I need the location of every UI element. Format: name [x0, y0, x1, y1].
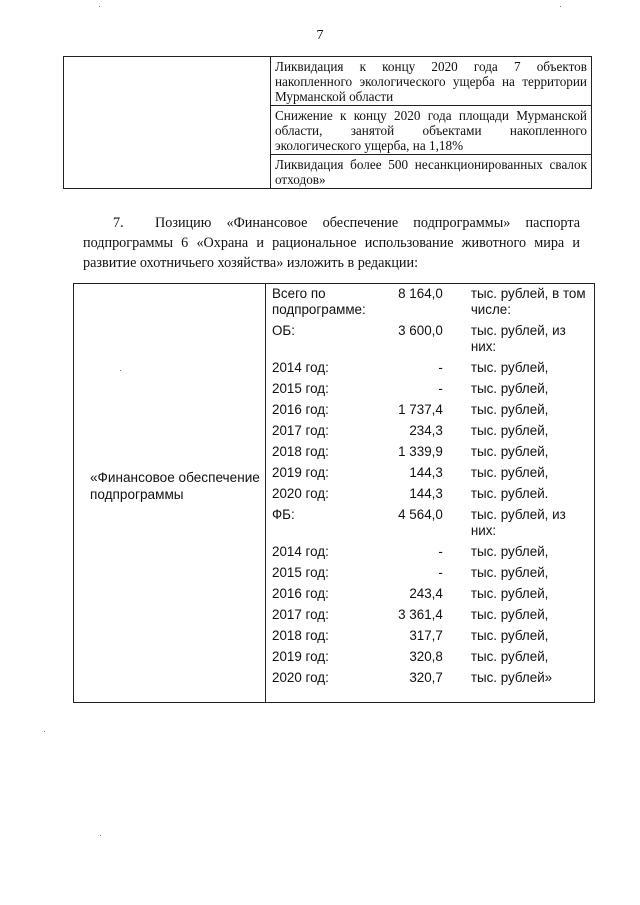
finance-row-value: 1 339,9 [398, 444, 443, 459]
column-divider [265, 284, 266, 702]
scan-speck [120, 370, 121, 371]
finance-row-label: 2019 год: [272, 465, 329, 480]
finance-row-unit: тыс. рублей, [470, 649, 549, 664]
indicators-empty-cell [64, 57, 271, 189]
finance-row [272, 607, 592, 623]
finance-row-unit: тыс. рублей. [470, 486, 549, 501]
finance-row-label: ОБ: [272, 323, 295, 338]
finance-row-unit: тыс. рублей, [470, 565, 549, 580]
finance-row-label: Всего по подпрограмме: [272, 286, 366, 317]
finance-row-unit: тыс. рублей, [470, 360, 549, 375]
finance-row-value: 1 737,4 [398, 402, 443, 417]
finance-row [272, 465, 592, 481]
finance-row-label: 2018 год: [272, 628, 329, 643]
finance-row [272, 628, 592, 644]
finance-row-value: 320,7 [409, 670, 443, 685]
finance-row [272, 423, 592, 439]
finance-row-label: 2019 год: [272, 649, 329, 664]
finance-row-value: 8 164,0 [398, 286, 443, 301]
finance-row-label: 2018 год: [272, 444, 329, 459]
paragraph-text: Позицию «Финансовое обеспечение подпрограммы» паспорта подпрограммы 6 «Охрана и рациональное использование животного мира и развитие охотничьего хозяйства» изложить в редакции: [83, 215, 580, 271]
finance-row-value: - [438, 360, 443, 375]
finance-row [272, 486, 592, 502]
finance-row-unit: тыс. рублей, [470, 544, 549, 559]
amendment-paragraph [83, 213, 580, 273]
finance-row [272, 286, 592, 318]
scan-speck [44, 731, 45, 732]
finance-row-unit: тыс. рублей, [470, 465, 549, 480]
finance-row-label: 2016 год: [272, 402, 329, 417]
finance-row-unit: тыс. рублей, [470, 628, 549, 643]
finance-row [272, 507, 592, 539]
finance-row [272, 444, 592, 460]
finance-row-value: 144,3 [409, 486, 443, 501]
finance-row [272, 323, 592, 355]
finance-row [272, 544, 592, 560]
finance-row-unit: тыс. рублей, [470, 586, 549, 601]
finance-row-value: 144,3 [409, 465, 443, 480]
finance-row-label: 2020 год: [272, 670, 329, 685]
finance-row-value: 243,4 [409, 586, 443, 601]
finance-row-unit: тыс. рублей, в том числе: [470, 286, 586, 317]
finance-row-label: 2014 год: [272, 544, 329, 559]
finance-row-unit: тыс. рублей, [470, 423, 549, 438]
finance-label: «Финансовое обеспечение подпрограммы [90, 470, 260, 502]
finance-row-label: 2016 год: [272, 586, 329, 601]
finance-rows [272, 286, 592, 691]
page-number: 7 [316, 28, 324, 43]
finance-row-unit: тыс. рублей, [470, 381, 549, 396]
indicator-text: Снижение к концу 2020 года площади Мурманской области, занятой объектами накопленного экологического ущерба, на 1,18% [271, 106, 592, 155]
finance-row-unit: тыс. рублей, из них: [470, 507, 566, 538]
finance-row-value: - [438, 381, 443, 396]
finance-row-unit: тыс. рублей, [470, 444, 549, 459]
finance-row [272, 649, 592, 665]
finance-row-unit: тыс. рублей, из них: [470, 323, 566, 354]
finance-row [272, 360, 592, 376]
finance-row-value: 317,7 [409, 628, 443, 643]
indicator-text: Ликвидация более 500 несанкционированных свалок отходов» [271, 155, 592, 189]
finance-row-label: ФБ: [272, 507, 295, 522]
finance-row [272, 586, 592, 602]
finance-row-unit: тыс. рублей, [470, 607, 549, 622]
finance-row-label: 2017 год: [272, 423, 329, 438]
finance-row-label: 2014 год: [272, 360, 329, 375]
finance-row-label: 2015 год: [272, 381, 329, 396]
paragraph-number: 7. [113, 215, 124, 231]
table-row [64, 57, 592, 106]
finance-table [73, 283, 595, 703]
finance-row-value: 3 361,4 [398, 607, 443, 622]
finance-row-value: 234,3 [409, 423, 443, 438]
finance-row-value: - [438, 544, 443, 559]
finance-row [272, 565, 592, 581]
finance-row [272, 381, 592, 397]
finance-row-label: 2020 год: [272, 486, 329, 501]
finance-row-value: - [438, 565, 443, 580]
finance-row [272, 402, 592, 418]
finance-row-value: 4 564,0 [398, 507, 443, 522]
scan-speck [99, 6, 100, 7]
finance-row-unit: тыс. рублей, [470, 402, 549, 417]
finance-row [272, 670, 592, 686]
finance-row-label: 2015 год: [272, 565, 329, 580]
finance-row-value: 320,8 [409, 649, 443, 664]
finance-row-value: 3 600,0 [398, 323, 443, 338]
scan-speck [560, 6, 561, 7]
scan-speck [100, 835, 101, 836]
finance-row-unit: тыс. рублей» [470, 670, 553, 685]
finance-row-label: 2017 год: [272, 607, 329, 622]
indicators-table [63, 56, 592, 189]
indicator-text: Ликвидация к концу 2020 года 7 объектов накопленного экологического ущерба на территории Мурманской области [271, 57, 592, 106]
